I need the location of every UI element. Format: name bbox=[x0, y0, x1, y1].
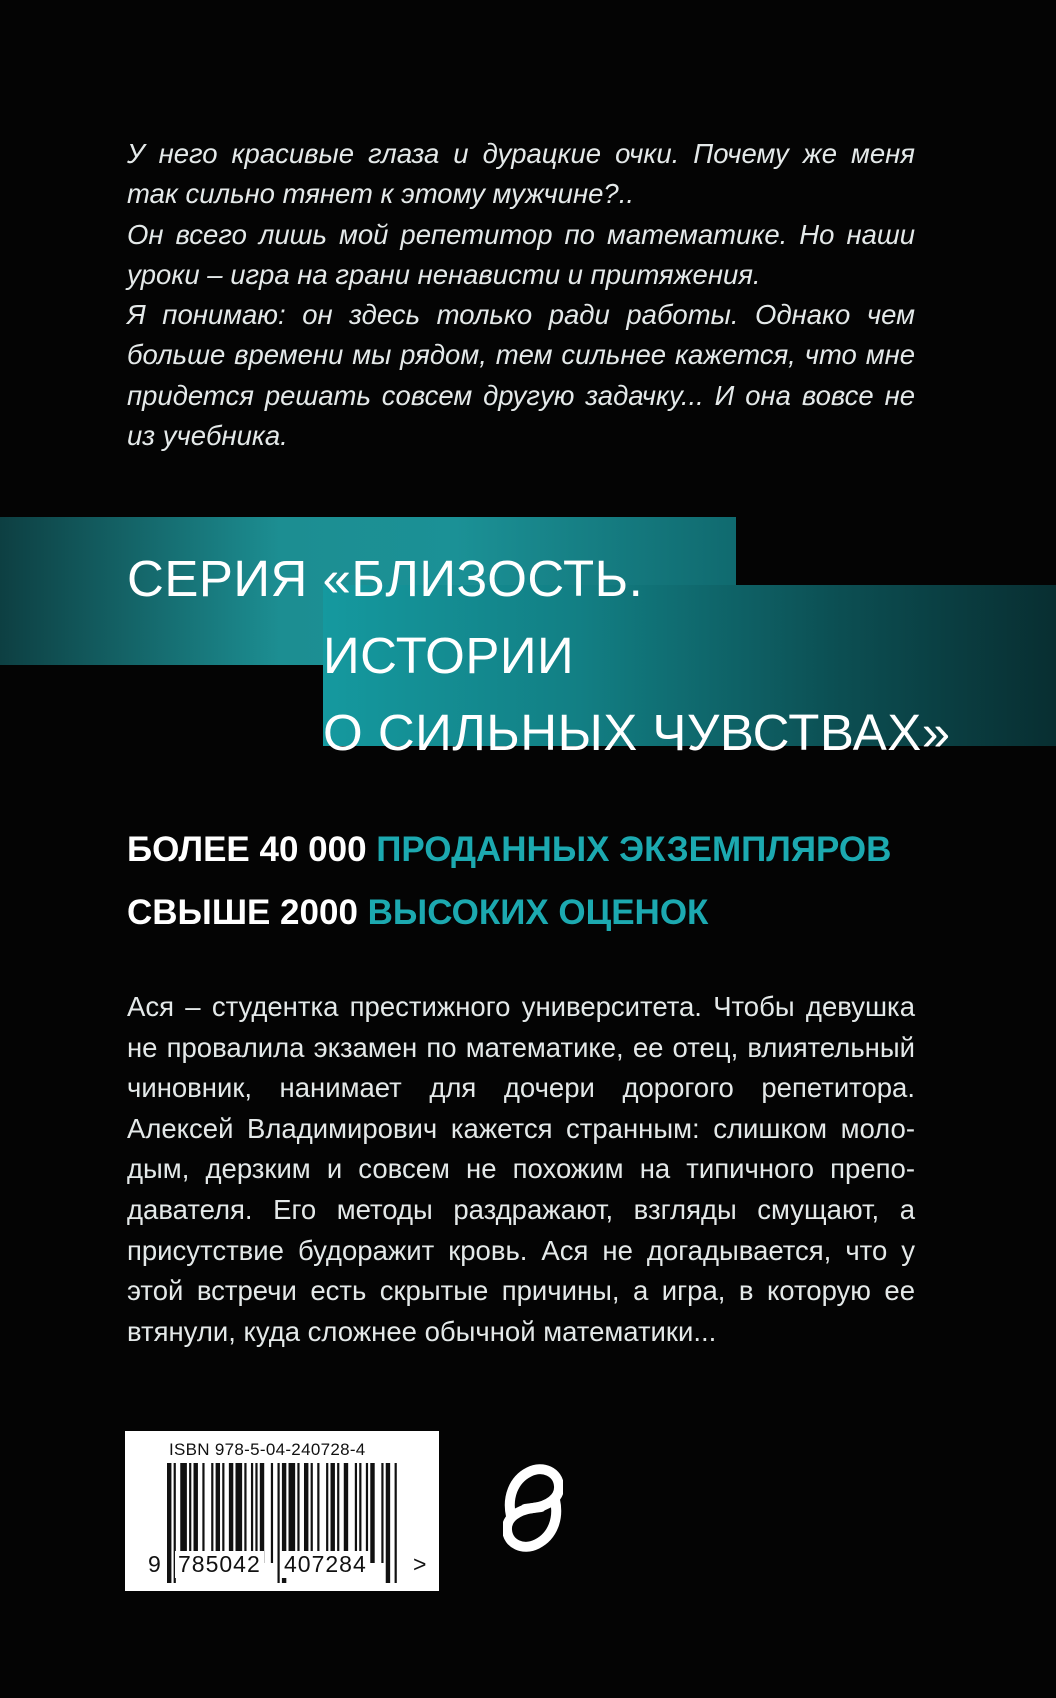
barcode-bar bbox=[326, 1463, 328, 1563]
barcode-bar bbox=[359, 1463, 361, 1563]
barcode-bar bbox=[317, 1463, 319, 1563]
barcode-bar bbox=[216, 1463, 220, 1563]
barcode-bar bbox=[194, 1463, 198, 1563]
stats-line-ratings bbox=[127, 881, 891, 944]
blurb-paragraph-3: Я понимаю: он здесь только ради работы. Однако чем больше времени мы рядом, тем сильнее кажется, что мне придется решать совсем другую задачку... И она вовсе не из учебника. bbox=[127, 299, 915, 452]
barcode-bar bbox=[277, 1463, 279, 1583]
series-title bbox=[127, 540, 951, 771]
barcode-bar bbox=[167, 1463, 171, 1583]
barcode-bar bbox=[355, 1463, 357, 1563]
barcode-bar bbox=[331, 1463, 335, 1563]
barcode-bar bbox=[289, 1463, 296, 1563]
synopsis: Ася – студентка престижного университета. Чтобы девушка не провалила экзамен по математике, ее отец, влиятельный чиновник, нанимает для дочери дорогого репетитора. Алексей Владимирович кажется странным: слишком молодым, дерзким и совсем не похожим на типичного преподавателя. Его методы раздражают, взгляды смущают, а присутствие будоражит кровь. Ася не догадывается, что у этой встречи есть скрытые причины, а игра, в которую ее втянули, куда сложнее обычной математики... bbox=[127, 991, 915, 1347]
barcode-bar bbox=[381, 1463, 383, 1563]
barcode-bar bbox=[251, 1463, 253, 1563]
barcode-digit-first: 9 bbox=[148, 1551, 162, 1577]
barcode-bar bbox=[271, 1463, 273, 1563]
stats-copies-label: ПРОДАННЫХ ЭКЗЕМПЛЯРОВ bbox=[376, 830, 892, 869]
barcode-bar bbox=[189, 1463, 191, 1563]
isbn-barcode bbox=[125, 1431, 439, 1591]
eksmo-logo-icon bbox=[503, 1458, 563, 1558]
barcode-bar bbox=[236, 1463, 243, 1563]
barcode-bar bbox=[260, 1463, 264, 1563]
barcode-bar bbox=[255, 1463, 257, 1563]
series-title-line-1: СЕРИЯ «БЛИЗОСТЬ. bbox=[127, 550, 644, 607]
blurb-paragraph-2: Он всего лишь мой репетитор по математике. Но наши уроки – игра на грани ненависти и притяжения. bbox=[127, 218, 915, 290]
series-title-line-3: О СИЛЬНЫХ ЧУВСТВАХ» bbox=[323, 704, 951, 761]
stats-line-copies bbox=[127, 818, 891, 881]
barcode-bar bbox=[297, 1463, 299, 1563]
barcode-bar bbox=[222, 1463, 224, 1563]
barcode-bar bbox=[202, 1463, 204, 1563]
barcode-bar bbox=[229, 1463, 233, 1563]
series-title-line-2: ИСТОРИИ bbox=[323, 627, 575, 684]
barcode-bar bbox=[366, 1463, 368, 1563]
barcode-bar bbox=[311, 1463, 313, 1563]
barcode-digit-end: > bbox=[413, 1551, 428, 1577]
barcode-bar bbox=[180, 1463, 187, 1563]
blurb-paragraph-1: У него красивые глаза и дурацкие очки. Почему же меня так сильно тянет к этому мужчине?.. bbox=[127, 138, 915, 210]
barcode-digit-group-2: 407284 bbox=[281, 1551, 370, 1578]
barcode-bar bbox=[370, 1463, 374, 1563]
barcode-bar bbox=[344, 1463, 348, 1563]
barcode-bar bbox=[211, 1463, 213, 1563]
sales-stats bbox=[127, 818, 891, 944]
stats-ratings-number: СВЫШЕ 2000 bbox=[127, 893, 358, 932]
barcode-digit-group-1: 785042 bbox=[175, 1551, 264, 1578]
barcode-bar bbox=[244, 1463, 246, 1563]
stats-ratings-label: ВЫСОКИХ ОЦЕНОК bbox=[367, 893, 709, 932]
isbn-number: ISBN 978-5-04-240728-4 bbox=[169, 1440, 366, 1459]
blurb bbox=[127, 134, 915, 456]
barcode-bar bbox=[337, 1463, 339, 1563]
barcode-bar bbox=[386, 1463, 390, 1583]
barcode-bar bbox=[304, 1463, 308, 1563]
stats-copies-number: БОЛЕЕ 40 000 bbox=[127, 830, 367, 869]
barcode-bar bbox=[395, 1463, 397, 1583]
